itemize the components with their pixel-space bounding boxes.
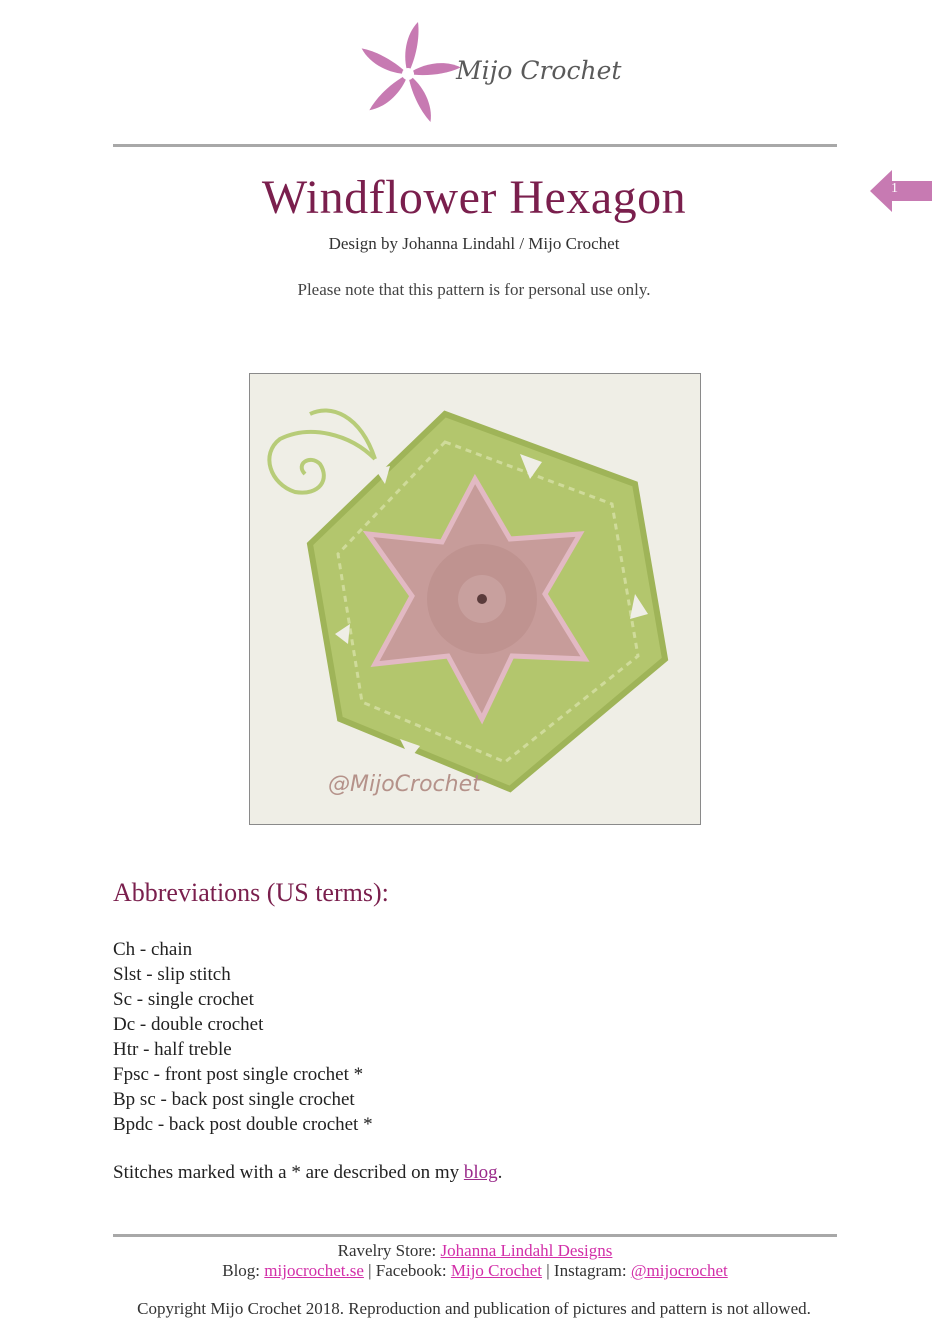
page-number: 1 [891, 181, 898, 196]
list-item: Ch - chain [113, 939, 193, 960]
list-item: Slst - slip stitch [113, 964, 231, 985]
page-title: Windflower Hexagon [261, 171, 687, 224]
ravelry-store-link[interactable]: Johanna Lindahl Designs [440, 1241, 613, 1260]
usage-note: Please note that this pattern is for personal use only. [297, 280, 651, 299]
footer-social [0, 1261, 950, 1281]
blog-link[interactable]: blog [463, 1162, 498, 1183]
designer-credit: Design by Johanna Lindahl / Mijo Crochet [328, 234, 620, 253]
facebook-label: | Facebook: [363, 1261, 451, 1280]
blog-label: Blog: [222, 1261, 265, 1280]
list-item: Bp sc - back post single crochet [113, 1089, 355, 1110]
list-item: Bpdc - back post double crochet * [113, 1114, 373, 1135]
top-divider [113, 144, 837, 147]
stitch-note-text: Stitches marked with a * are described on my [113, 1162, 464, 1183]
bottom-divider [113, 1234, 837, 1237]
footer-ravelry [0, 1241, 950, 1261]
photo-watermark: @MijoCrochet [328, 772, 481, 797]
list-item: Sc - single crochet [113, 989, 254, 1010]
instagram-link[interactable]: @mijocrochet [630, 1261, 728, 1280]
list-item: Htr - half treble [113, 1039, 232, 1060]
abbreviations-list [113, 937, 373, 1137]
flower-logo-icon [360, 18, 460, 130]
hexagon-photo [249, 373, 701, 825]
list-item: Fpsc - front post single crochet * [113, 1064, 364, 1085]
copyright-notice: Copyright Mijo Crochet 2018. Reproduction and publication of pictures and pattern is not allowed. [137, 1299, 811, 1318]
instagram-label: | Instagram: [542, 1261, 631, 1280]
logo-text: Mijo Crochet [456, 56, 622, 85]
stitch-note-end: . [497, 1162, 503, 1183]
ravelry-label: Ravelry Store: [337, 1241, 441, 1260]
list-item: Dc - double crochet [113, 1014, 264, 1035]
abbreviations-heading: Abbreviations (US terms): [113, 878, 389, 907]
logo [360, 18, 622, 130]
crochet-hexagon-image [250, 374, 700, 824]
facebook-link[interactable]: Mijo Crochet [450, 1261, 543, 1280]
blog-site-link[interactable]: mijocrochet.se [264, 1261, 364, 1280]
stitch-note [113, 1162, 502, 1184]
